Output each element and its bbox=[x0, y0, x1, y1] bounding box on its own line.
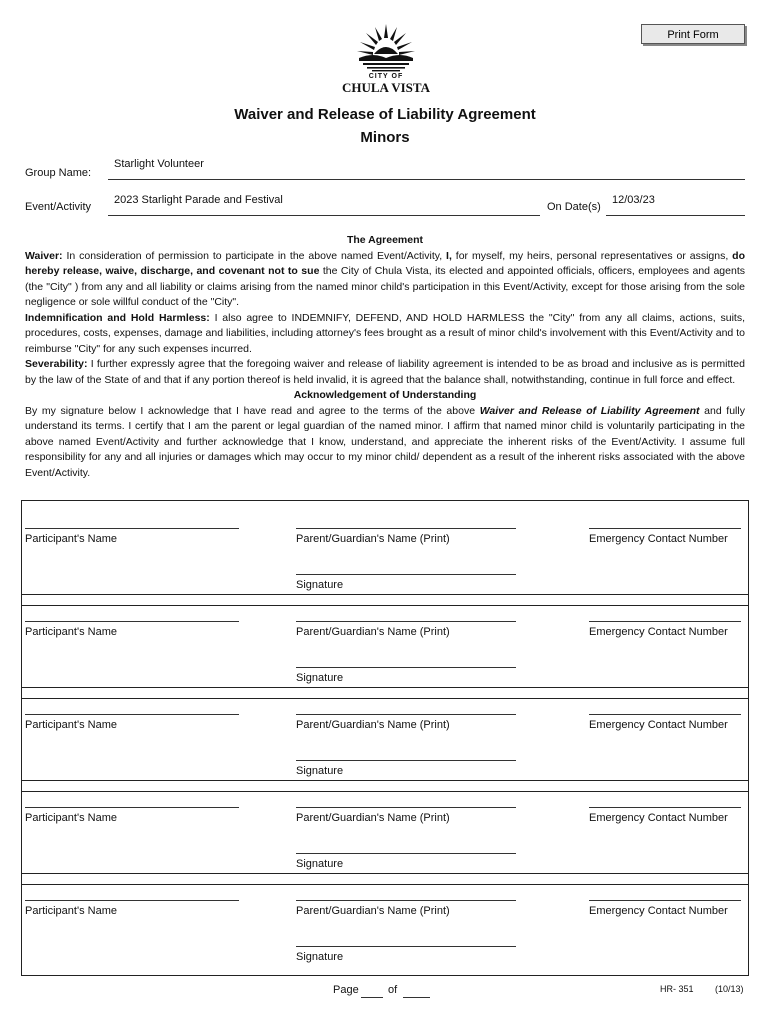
acknowledgement-text-2: and fully understand its terms. I certify that I am the parent or legal guardian of the named minor. I affirm that named minor child is voluntarily participating in the above named Event/Activity and further acknowledge that I know, understand, and appreciate the inherent risks of the Event/Activity. I assume full responsibility for any and all injuries or damages which may occur to my minor child/ dependent as a result of the inherent risks associated with the above Event/Activity. bbox=[25, 404, 745, 479]
page-number-field[interactable] bbox=[361, 997, 383, 998]
participant-name-label: Participant's Name bbox=[25, 533, 117, 545]
signature-table bbox=[21, 500, 749, 976]
emergency-contact-line[interactable] bbox=[589, 807, 741, 808]
parent-name-line[interactable] bbox=[296, 900, 516, 901]
acknowledgement-text-1: By my signature below I acknowledge that I have read and agree to the terms of the above bbox=[25, 404, 480, 417]
parent-name-line[interactable] bbox=[296, 528, 516, 529]
group-name-label: Group Name: bbox=[25, 167, 92, 179]
of-label: of bbox=[388, 984, 398, 996]
emergency-contact-label: Emergency Contact Number bbox=[589, 533, 728, 545]
participant-name-line[interactable] bbox=[25, 900, 239, 901]
waiver-label: Waiver: bbox=[25, 249, 63, 262]
agreement-section bbox=[25, 233, 745, 481]
city-logo bbox=[338, 20, 434, 102]
emergency-contact-label: Emergency Contact Number bbox=[589, 719, 728, 731]
event-activity-field[interactable]: 2023 Starlight Parade and Festival bbox=[108, 194, 540, 216]
page-label: Page bbox=[333, 984, 359, 996]
parent-name-line[interactable] bbox=[296, 714, 516, 715]
emergency-contact-label: Emergency Contact Number bbox=[589, 626, 728, 638]
emergency-contact-line[interactable] bbox=[589, 528, 741, 529]
signature-row bbox=[22, 501, 748, 594]
participant-name-line[interactable] bbox=[25, 528, 239, 529]
signature-line[interactable] bbox=[296, 946, 516, 947]
parent-name-label: Parent/Guardian's Name (Print) bbox=[296, 812, 450, 824]
severability-text: I further expressly agree that the foregoing waiver and release of liability agreement is intended to be as broad and inclusive as is permitted by the law of the State of and that if any portion thereof is held invalid, it is agreed that the balance shall, notwithstanding, continue in full force and effect. bbox=[25, 358, 745, 386]
group-name-field[interactable]: Starlight Volunteer bbox=[108, 158, 745, 180]
form-title: Waiver and Release of Liability Agreement bbox=[234, 106, 536, 123]
waiver-bold-release: do hereby release, waive, discharge, and covenant not to sue bbox=[25, 249, 745, 277]
parent-name-line[interactable] bbox=[296, 621, 516, 622]
emergency-contact-line[interactable] bbox=[589, 621, 741, 622]
acknowledgement-paragraph bbox=[25, 404, 745, 482]
logo-city-of: CITY OF bbox=[368, 73, 404, 80]
indemnification-text: I also agree to INDEMNIFY, DEFEND, AND HOLD HARMLESS the "City" from any all claims, actions, suits, procedures, costs, expenses, damage and liabilities, including attorney's fees brought as a result of minor child's involvement with this Event/Activity and to reimburse "City" for any such expenses incurred. bbox=[25, 311, 745, 355]
indemnification-label: Indemnification and Hold Harmless: bbox=[25, 311, 210, 324]
signature-line[interactable] bbox=[296, 667, 516, 668]
signature-label: Signature bbox=[296, 579, 344, 591]
form-revision: (10/13) bbox=[715, 984, 744, 994]
logo-chula-vista: CHULA VISTA bbox=[341, 80, 431, 95]
page-total-field[interactable] bbox=[403, 997, 430, 998]
event-activity-label: Event/Activity bbox=[25, 201, 92, 213]
form-subtitle: Minors bbox=[360, 129, 410, 146]
parent-name-label: Parent/Guardian's Name (Print) bbox=[296, 533, 450, 545]
acknowledgement-heading: Acknowledgement of Understanding bbox=[293, 389, 477, 401]
print-form-button[interactable]: Print Form bbox=[641, 24, 745, 44]
participant-name-label: Participant's Name bbox=[25, 812, 117, 824]
participant-name-line[interactable] bbox=[25, 714, 239, 715]
signature-row bbox=[22, 885, 748, 975]
signature-label: Signature bbox=[296, 951, 344, 963]
on-dates-field[interactable]: 12/03/23 bbox=[606, 194, 745, 216]
signature-line[interactable] bbox=[296, 574, 516, 575]
signature-label: Signature bbox=[296, 672, 344, 684]
form-code: HR- 351 bbox=[660, 984, 694, 994]
participant-name-line[interactable] bbox=[25, 621, 239, 622]
parent-name-line[interactable] bbox=[296, 807, 516, 808]
signature-label: Signature bbox=[296, 858, 344, 870]
severability-label: Severability: bbox=[25, 358, 88, 370]
row-divider bbox=[22, 594, 748, 606]
waiver-paragraph bbox=[25, 249, 745, 311]
row-divider bbox=[22, 873, 748, 885]
sun-mountain-icon bbox=[355, 20, 417, 72]
emergency-contact-label: Emergency Contact Number bbox=[589, 905, 728, 917]
participant-name-line[interactable] bbox=[25, 807, 239, 808]
indemnification-paragraph bbox=[25, 311, 745, 358]
signature-line[interactable] bbox=[296, 853, 516, 854]
waiver-text-1: In consideration of permission to participate in the above named Event/Activity, bbox=[62, 249, 447, 262]
severability-paragraph bbox=[25, 357, 745, 388]
parent-name-label: Parent/Guardian's Name (Print) bbox=[296, 905, 450, 917]
on-dates-label: On Date(s) bbox=[547, 201, 601, 213]
signature-line[interactable] bbox=[296, 760, 516, 761]
row-divider bbox=[22, 687, 748, 699]
participant-name-label: Participant's Name bbox=[25, 719, 117, 731]
signature-row bbox=[22, 699, 748, 780]
emergency-contact-line[interactable] bbox=[589, 714, 741, 715]
signature-label: Signature bbox=[296, 765, 344, 777]
waiver-bold-i: I, bbox=[446, 249, 452, 262]
signature-row bbox=[22, 792, 748, 873]
agreement-heading: The Agreement bbox=[346, 234, 424, 246]
parent-name-label: Parent/Guardian's Name (Print) bbox=[296, 719, 450, 731]
row-divider bbox=[22, 780, 748, 792]
waiver-text-3: the City of Chula Vista, its elected and appointed officials, officers, employees and agents (the "City" ) from any and all liability or claims arising from the named minor child's participation in this Event/Activity, except for those arising from the sole negligence or sole willful conduct of the "City". bbox=[25, 265, 745, 308]
signature-row bbox=[22, 606, 748, 687]
waiver-text-2: for myself, my heirs, personal representatives or assigns, bbox=[451, 249, 733, 262]
parent-name-label: Parent/Guardian's Name (Print) bbox=[296, 626, 450, 638]
emergency-contact-line[interactable] bbox=[589, 900, 741, 901]
acknowledgement-bold: Waiver and Release of Liability Agreement bbox=[479, 404, 700, 417]
participant-name-label: Participant's Name bbox=[25, 905, 117, 917]
participant-name-label: Participant's Name bbox=[25, 626, 117, 638]
emergency-contact-label: Emergency Contact Number bbox=[589, 812, 728, 824]
